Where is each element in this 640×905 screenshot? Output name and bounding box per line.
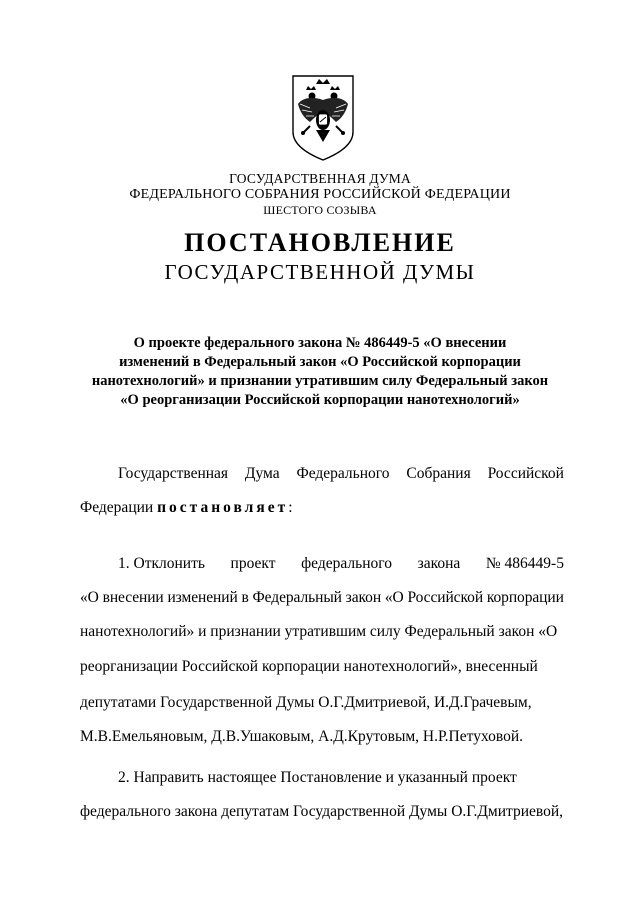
preamble-word: Федерального (296, 465, 390, 482)
decree-colon: : (288, 499, 293, 516)
item1-line-2: «О внесении изменений в Федеральный закон «О Российской корпорации (80, 589, 564, 606)
item2-line-1: 2. Направить настоящее Постановление и указанный проект (118, 769, 517, 786)
subject-line: изменений в Федеральный закон «О Российской корпорации (119, 354, 521, 370)
item1-word: № 486449-5 (485, 555, 564, 572)
coat-of-arms-icon (290, 74, 356, 162)
preamble-line-1 (118, 464, 564, 484)
document-subtitle: ГОСУДАРСТВЕННОЙ ДУМЫ (164, 260, 476, 284)
document-title: ПОСТАНОВЛЕНИЕ (184, 228, 456, 257)
item1-line-5: депутатами Государственной Думы О.Г.Дмитриевой, И.Д.Грачевым, (80, 694, 532, 711)
preamble-word: Дума (244, 465, 280, 482)
header-line-duma: ГОСУДАРСТВЕННАЯ ДУМА (229, 171, 411, 186)
preamble-word: Собрания (406, 465, 471, 482)
item1-word: 1. Отклонить (118, 555, 205, 572)
subject-line: нанотехнологий» и признании утратившим силу Федеральный закон (91, 373, 549, 389)
preamble-word: Государственная (118, 465, 229, 482)
header-line-convocation: ШЕСТОГО СОЗЫВА (263, 203, 377, 217)
subject-line: «О реорганизации Российской корпорации нанотехнологий» (120, 392, 520, 408)
item2-line-2: федерального закона депутатам Государственной Думы О.Г.Дмитриевой, (80, 803, 564, 820)
preamble-text: Федерации (80, 499, 154, 516)
item1-line-3: нанотехнологий» и признании утратившим силу Федеральный закон «О (80, 623, 558, 640)
item1-word: федерального (301, 555, 392, 572)
decree-word: постановляет (157, 499, 289, 516)
document-subject (90, 334, 550, 410)
item1-line-4: реорганизации Российской корпорации нанотехнологий», внесенный (80, 658, 538, 675)
item1-word: закона (417, 555, 461, 572)
subject-line: О проекте федерального закона № 486449-5 «О внесении (133, 335, 507, 351)
preamble-line-2 (80, 498, 564, 518)
item1-word: проект (230, 555, 276, 572)
item1-line-6: М.В.Емельяновым, Д.В.Ушаковым, А.Д.Крутовым, Н.Р.Петуховой. (80, 728, 523, 745)
item1-line-1 (118, 554, 564, 574)
header-line-assembly: ФЕДЕРАЛЬНОГО СОБРАНИЯ РОССИЙСКОЙ ФЕДЕРАЦИИ (129, 187, 511, 202)
preamble-word: Российской (487, 465, 564, 482)
